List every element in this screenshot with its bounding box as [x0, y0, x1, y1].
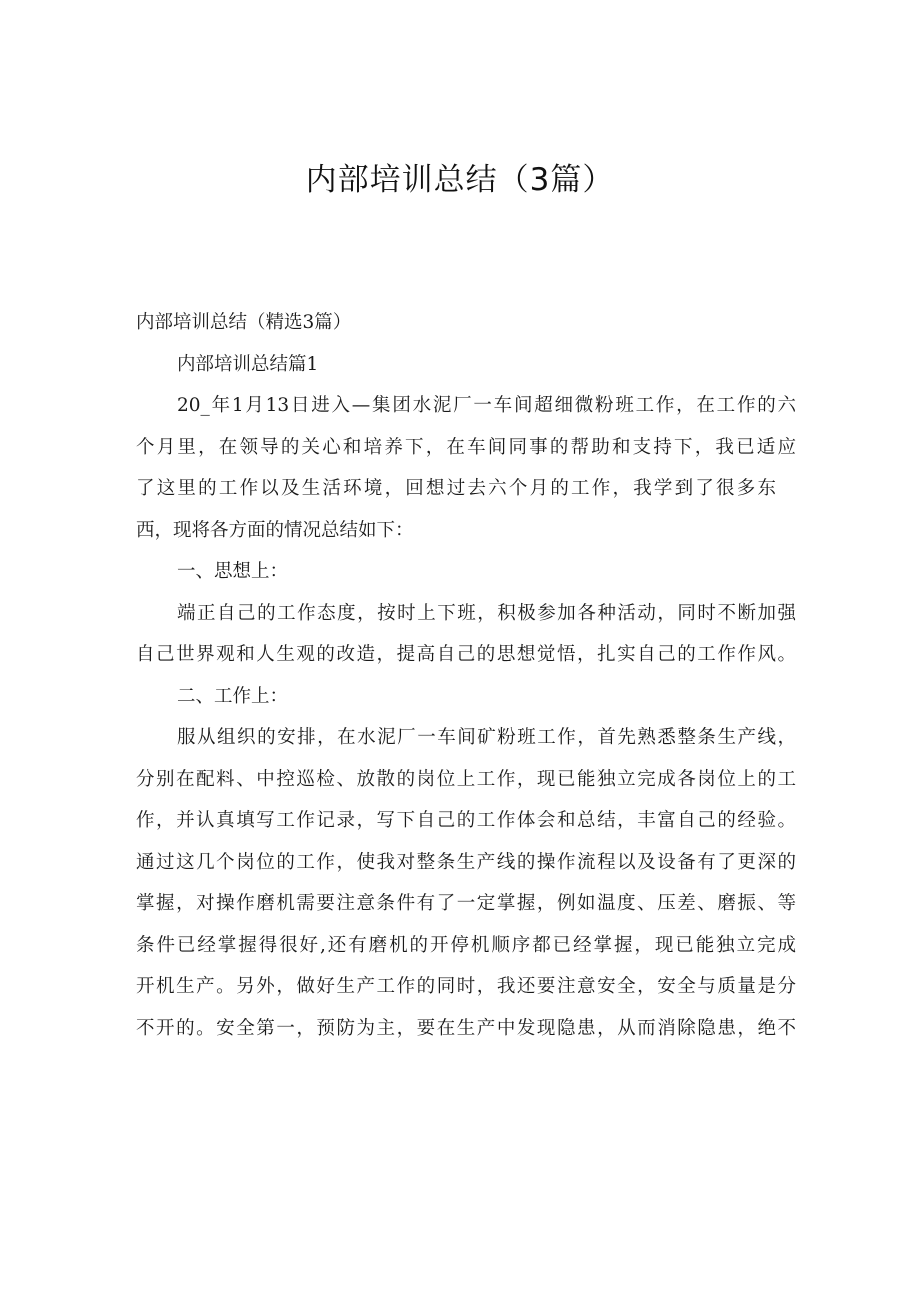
paragraph-line: 20_年1月13日进入—集团水泥厂一车间超细微粉班工作，在工作的六: [177, 395, 796, 416]
heading-thought: 一、思想上：: [177, 561, 289, 582]
document-body: [136, 302, 796, 1049]
paragraph-line: 开机生产。另外，做好生产工作的同时，我还要注意安全，安全与质量是分: [136, 976, 796, 997]
paragraph-line: 掌握，对操作磨机需要注意条件有了一定掌握，例如温度、压差、磨振、等: [136, 893, 796, 914]
paragraph-line: 不开的。安全第一，预防为主，要在生产中发现隐患，从而消除隐患，绝不: [136, 1017, 796, 1039]
paragraph-line: 服从组织的安排，在水泥厂一车间矿粉班工作，首先熟悉整条生产线，: [177, 727, 796, 748]
paragraph-line: 作，并认真填写工作记录，写下自己的工作体会和总结，丰富自己的经验。: [136, 810, 796, 831]
paragraph-line: 西，现将各方面的情况总结如下：: [136, 519, 414, 541]
paragraph-line: 了这里的工作以及生活环境，回想过去六个月的工作，我学到了很多东: [136, 478, 776, 499]
paragraph-line: 自己世界观和人生观的改造，提高自己的思想觉悟，扎实自己的工作作风。: [136, 644, 796, 665]
paragraph-line: 通过这几个岗位的工作，使我对整条生产线的操作流程以及设备有了更深的: [136, 851, 796, 873]
paragraph-line: 个月里，在领导的关心和培养下，在车间同事的帮助和支持下，我已适应: [136, 436, 796, 458]
document-title: 内部培训总结（3篇）: [305, 162, 615, 198]
document-subtitle: 内部培训总结（精选3篇）: [136, 312, 352, 333]
section-heading: 内部培训总结篇1: [177, 353, 319, 375]
paragraph-line: 端正自己的工作态度，按时上下班，积极参加各种活动，同时不断加强: [177, 602, 796, 624]
heading-work: 二、工作上：: [177, 685, 289, 707]
paragraph-line: 分别在配料、中控巡检、放散的岗位上工作，现已能独立完成各岗位上的工: [136, 768, 796, 790]
paragraph-line: 条件已经掌握得很好,还有磨机的开停机顺序都已经掌握，现已能独立完成: [136, 934, 796, 956]
